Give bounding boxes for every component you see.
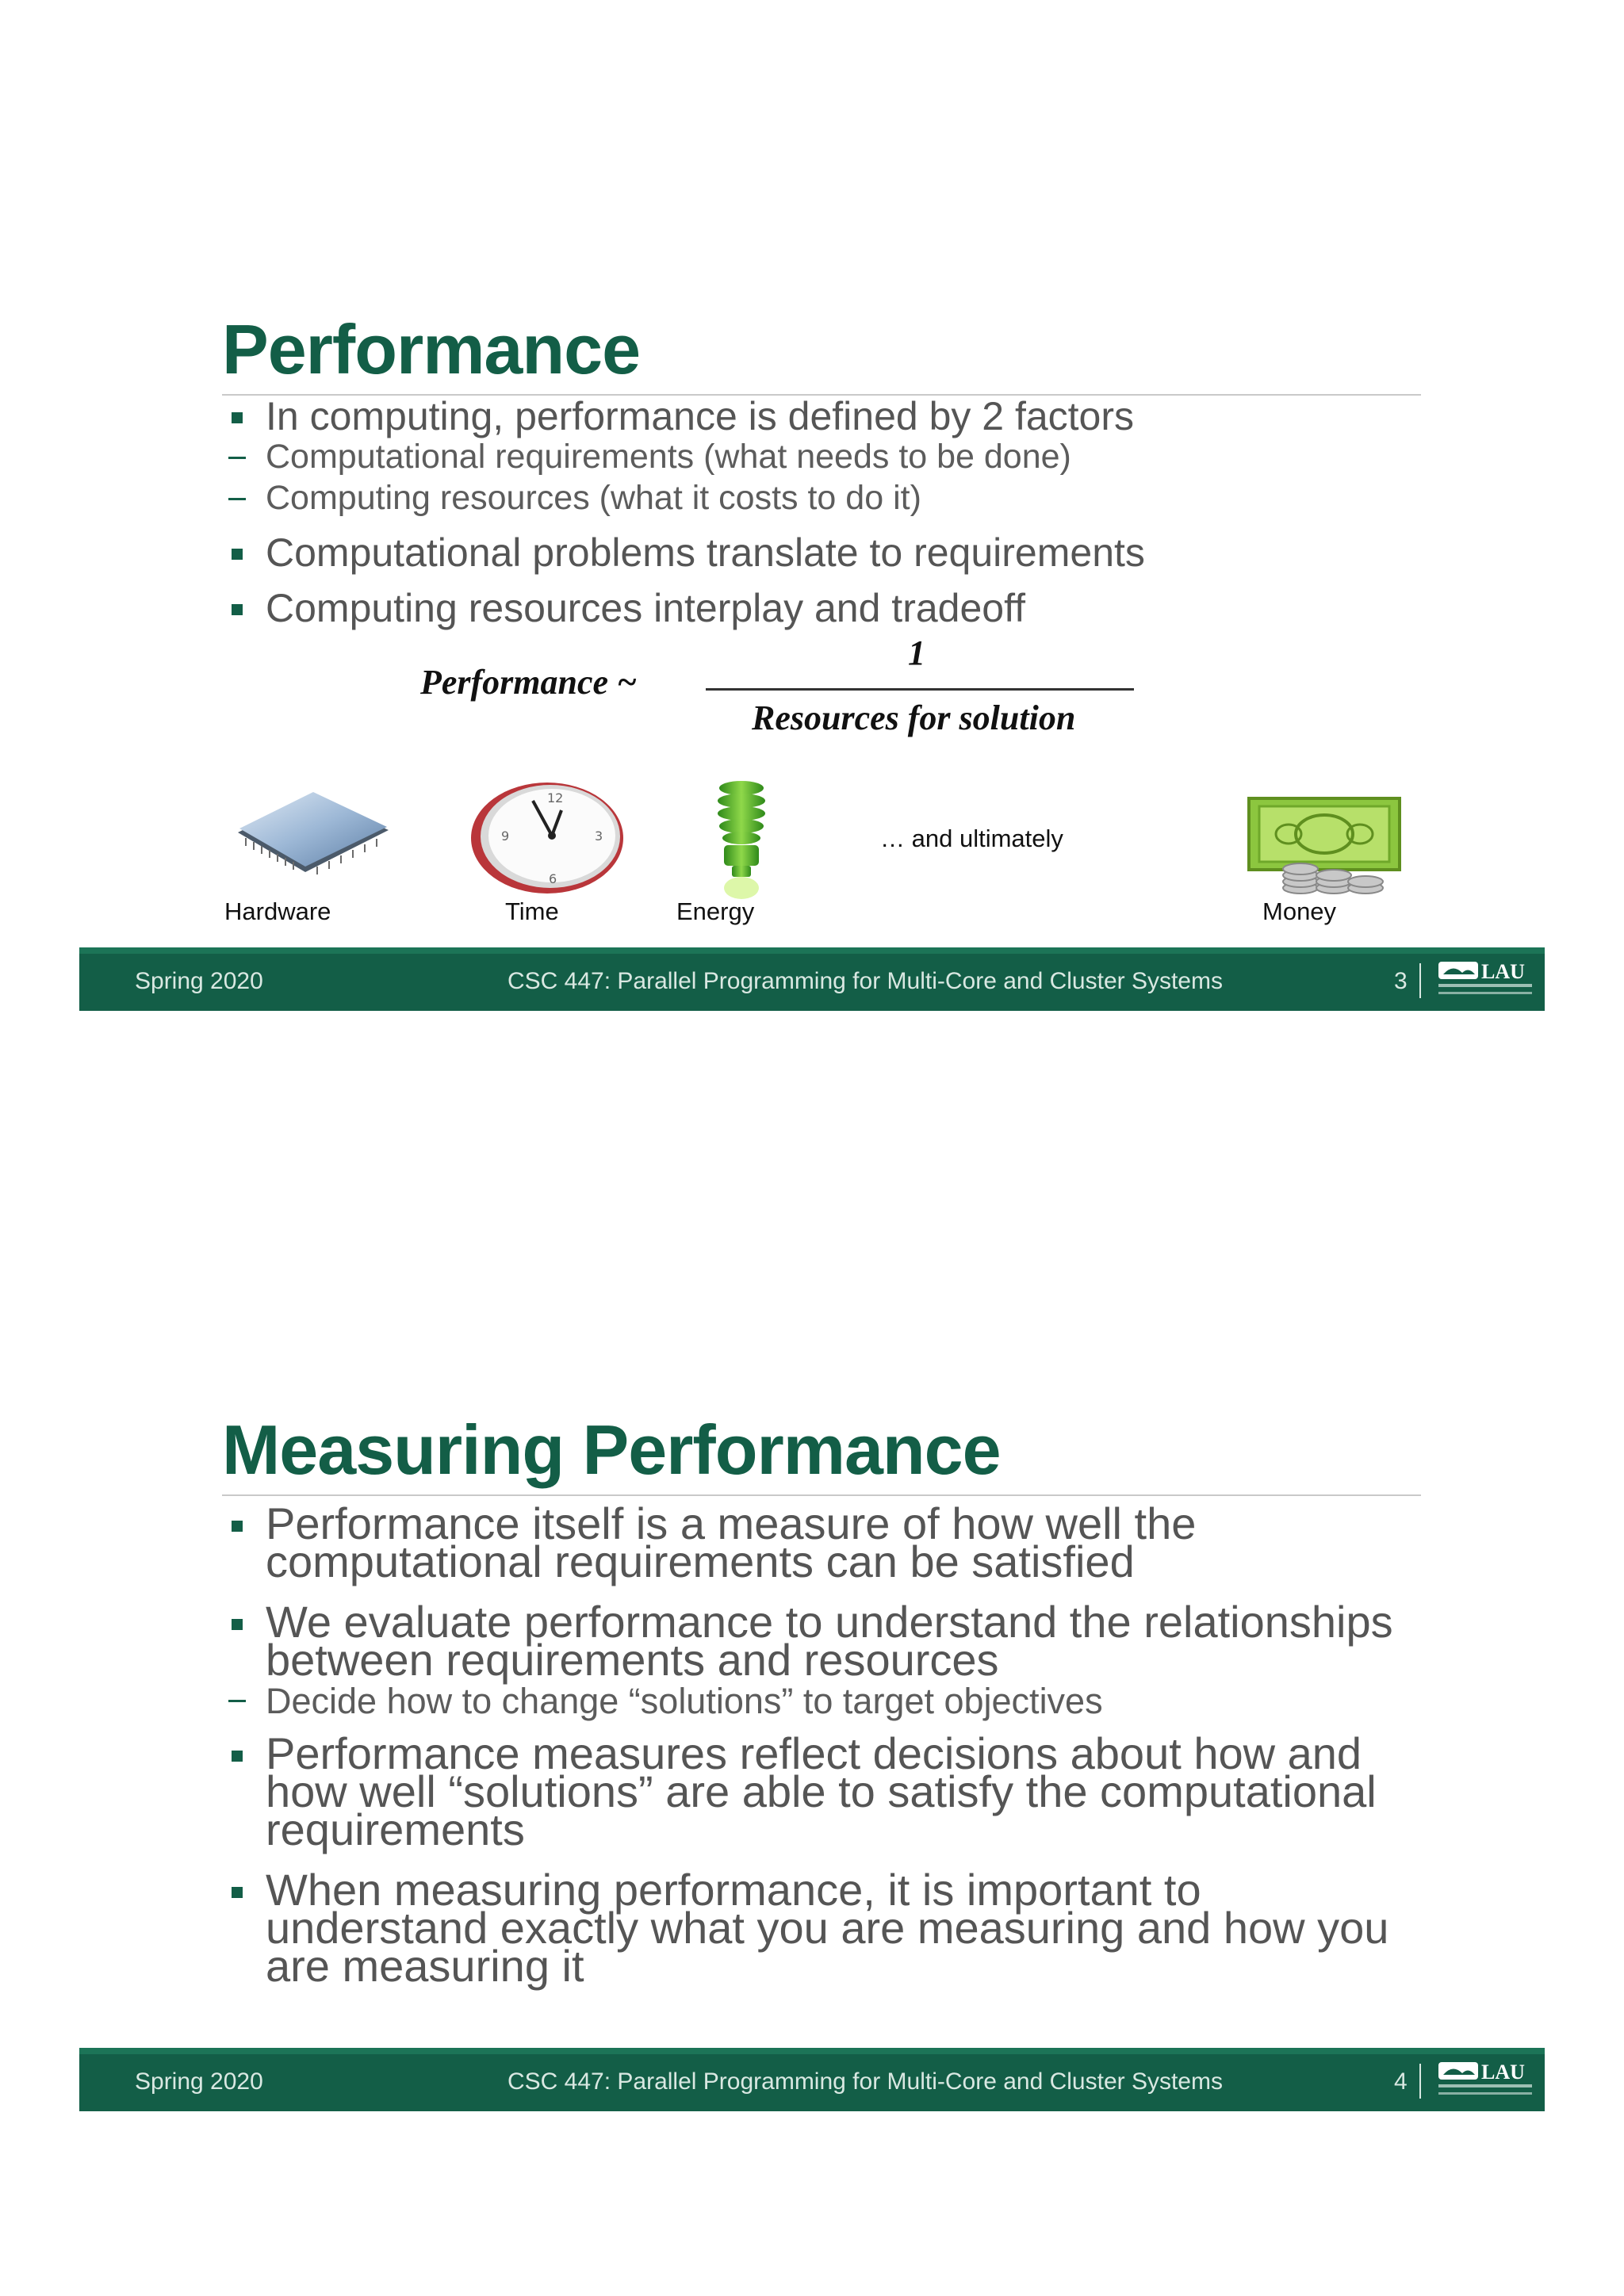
bullet-item: When measuring performance, it is important to understand exactly what you are measuring and how you are measuring it xyxy=(222,1871,1435,1985)
svg-text:LAU: LAU xyxy=(1481,2061,1525,2084)
sub-bullet-item: Decide how to change “solutions” to target objectives xyxy=(222,1679,1435,1724)
slide-footer xyxy=(79,2048,1545,2111)
svg-text:6: 6 xyxy=(549,871,557,886)
svg-text:LAU: LAU xyxy=(1481,960,1525,983)
footer-course: CSC 447: Parallel Programming for Multi-Core and Cluster Systems xyxy=(508,968,1223,994)
fraction-bar xyxy=(706,688,1134,691)
formula-left-side: Performance ~ xyxy=(420,663,638,702)
bullet-item: Performance itself is a measure of how well the computational requirements can be satisfied xyxy=(222,1505,1435,1581)
slide-title: Performance xyxy=(222,310,641,388)
footer-separator xyxy=(1419,2064,1421,2099)
footer-term: Spring 2020 xyxy=(135,968,263,994)
slide-title: Measuring Performance xyxy=(222,1410,1001,1489)
bullet-item: Computational problems translate to requirements xyxy=(222,533,1435,572)
hardware-label: Hardware xyxy=(224,897,331,925)
svg-text:3: 3 xyxy=(595,828,603,844)
bullet-item: In computing, performance is defined by 2 factors xyxy=(222,396,1435,436)
bullet-list xyxy=(222,1495,1435,1991)
bullet-item: Computing resources interplay and tradeoff xyxy=(222,588,1435,628)
formula-numerator: 1 xyxy=(908,633,925,672)
slide-measuring-performance xyxy=(79,1362,1545,2111)
page-number: 4 xyxy=(1394,2068,1408,2095)
formula-denominator: Resources for solution xyxy=(752,698,1076,737)
clock-icon xyxy=(468,779,626,901)
svg-text:9: 9 xyxy=(501,828,510,844)
lau-logo-icon xyxy=(1437,959,1536,1001)
bullet-item: We evaluate performance to understand the relationships between requirements and resources xyxy=(222,1603,1435,1679)
bullet-list xyxy=(222,395,1435,628)
svg-text:12: 12 xyxy=(547,790,564,806)
footer-course: CSC 447: Parallel Programming for Multi-Core and Cluster Systems xyxy=(508,2068,1223,2095)
chip-icon xyxy=(230,789,396,888)
footer-separator xyxy=(1419,963,1421,998)
lau-logo-icon xyxy=(1437,2059,1536,2102)
energy-label: Energy xyxy=(676,897,755,925)
page-number: 3 xyxy=(1394,968,1408,994)
slide-footer xyxy=(79,947,1545,1011)
slide-performance xyxy=(79,262,1545,1011)
ultimately-text: … and ultimately xyxy=(880,825,1063,852)
bullet-item: Performance measures reflect decisions about how and how well “solutions” are able to satisfy the computational requirements xyxy=(222,1735,1435,1849)
lightbulb-icon xyxy=(702,777,781,904)
footer-term: Spring 2020 xyxy=(135,2068,263,2095)
time-label: Time xyxy=(505,897,559,925)
sub-bullet-item: Computational requirements (what needs to be done) xyxy=(222,436,1435,477)
money-label: Money xyxy=(1262,897,1337,925)
sub-bullet-item: Computing resources (what it costs to do it) xyxy=(222,477,1435,519)
money-icon xyxy=(1245,794,1404,901)
